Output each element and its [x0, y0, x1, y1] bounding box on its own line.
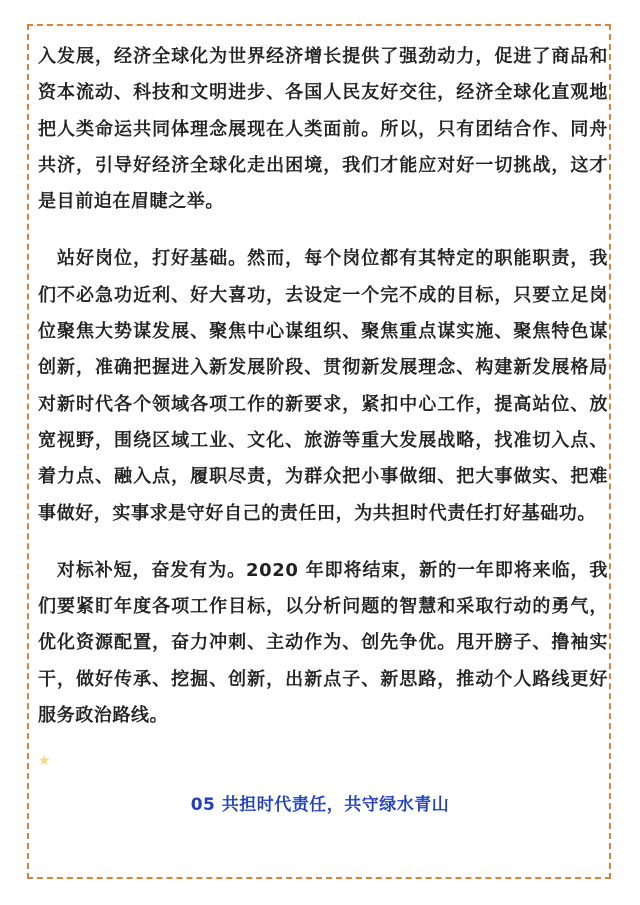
paragraph-3: 对标补短，奋发有为。2020 年即将结束，新的一年即将来临，我们要紧盯年度各项工作目标，以分析问题的智慧和采取行动的勇气，优化资源配置，奋力冲刺、主动作为、创先争优。甩开膀子、撸袖实干，做好传承、挖掘、创新，出新点子、新思路，推动个人路线更好服务政治路线。	[38, 559, 608, 727]
star-icon: ★	[38, 753, 51, 769]
section-title: 05 共担时代责任，共守绿水青山	[190, 795, 450, 815]
article-body	[38, 39, 608, 734]
paragraph-gap	[38, 220, 608, 241]
paragraph-2: 站好岗位，打好基础。然而，每个岗位都有其特定的职能职责，我们不必急功近利、好大喜功，去设定一个完不成的目标，只要立足岗位聚焦大势谋发展、聚焦中心谋组织、聚焦重点谋实施、聚焦特色谋创新，准确把握进入新发展阶段、贯彻新发展理念、构建新发展格局对新时代各个领域各项工作的新要求，紧扣中心工作，提高站位、放宽视野，围绕区域工业、文化、旅游等重大发展战略，找准切入点、着力点、融入点，履职尽责，为群众把小事做细、把大事做实、把难事做好，实事求是守好自己的责任田，为共担时代责任打好基础功。	[38, 248, 608, 524]
paragraph-1: 入发展，经济全球化为世界经济增长提供了强劲动力，促进了商品和资本流动、科技和文明进步、各国人民友好交往，经济全球化直观地把人类命运共同体理念展现在人类面前。所以，只有团结合作、同舟共济，引导好经济全球化走出困境，我们才能应对好一切挑战，这才是目前迫在眉睫之举。	[38, 46, 608, 213]
paragraph-gap	[38, 532, 608, 553]
